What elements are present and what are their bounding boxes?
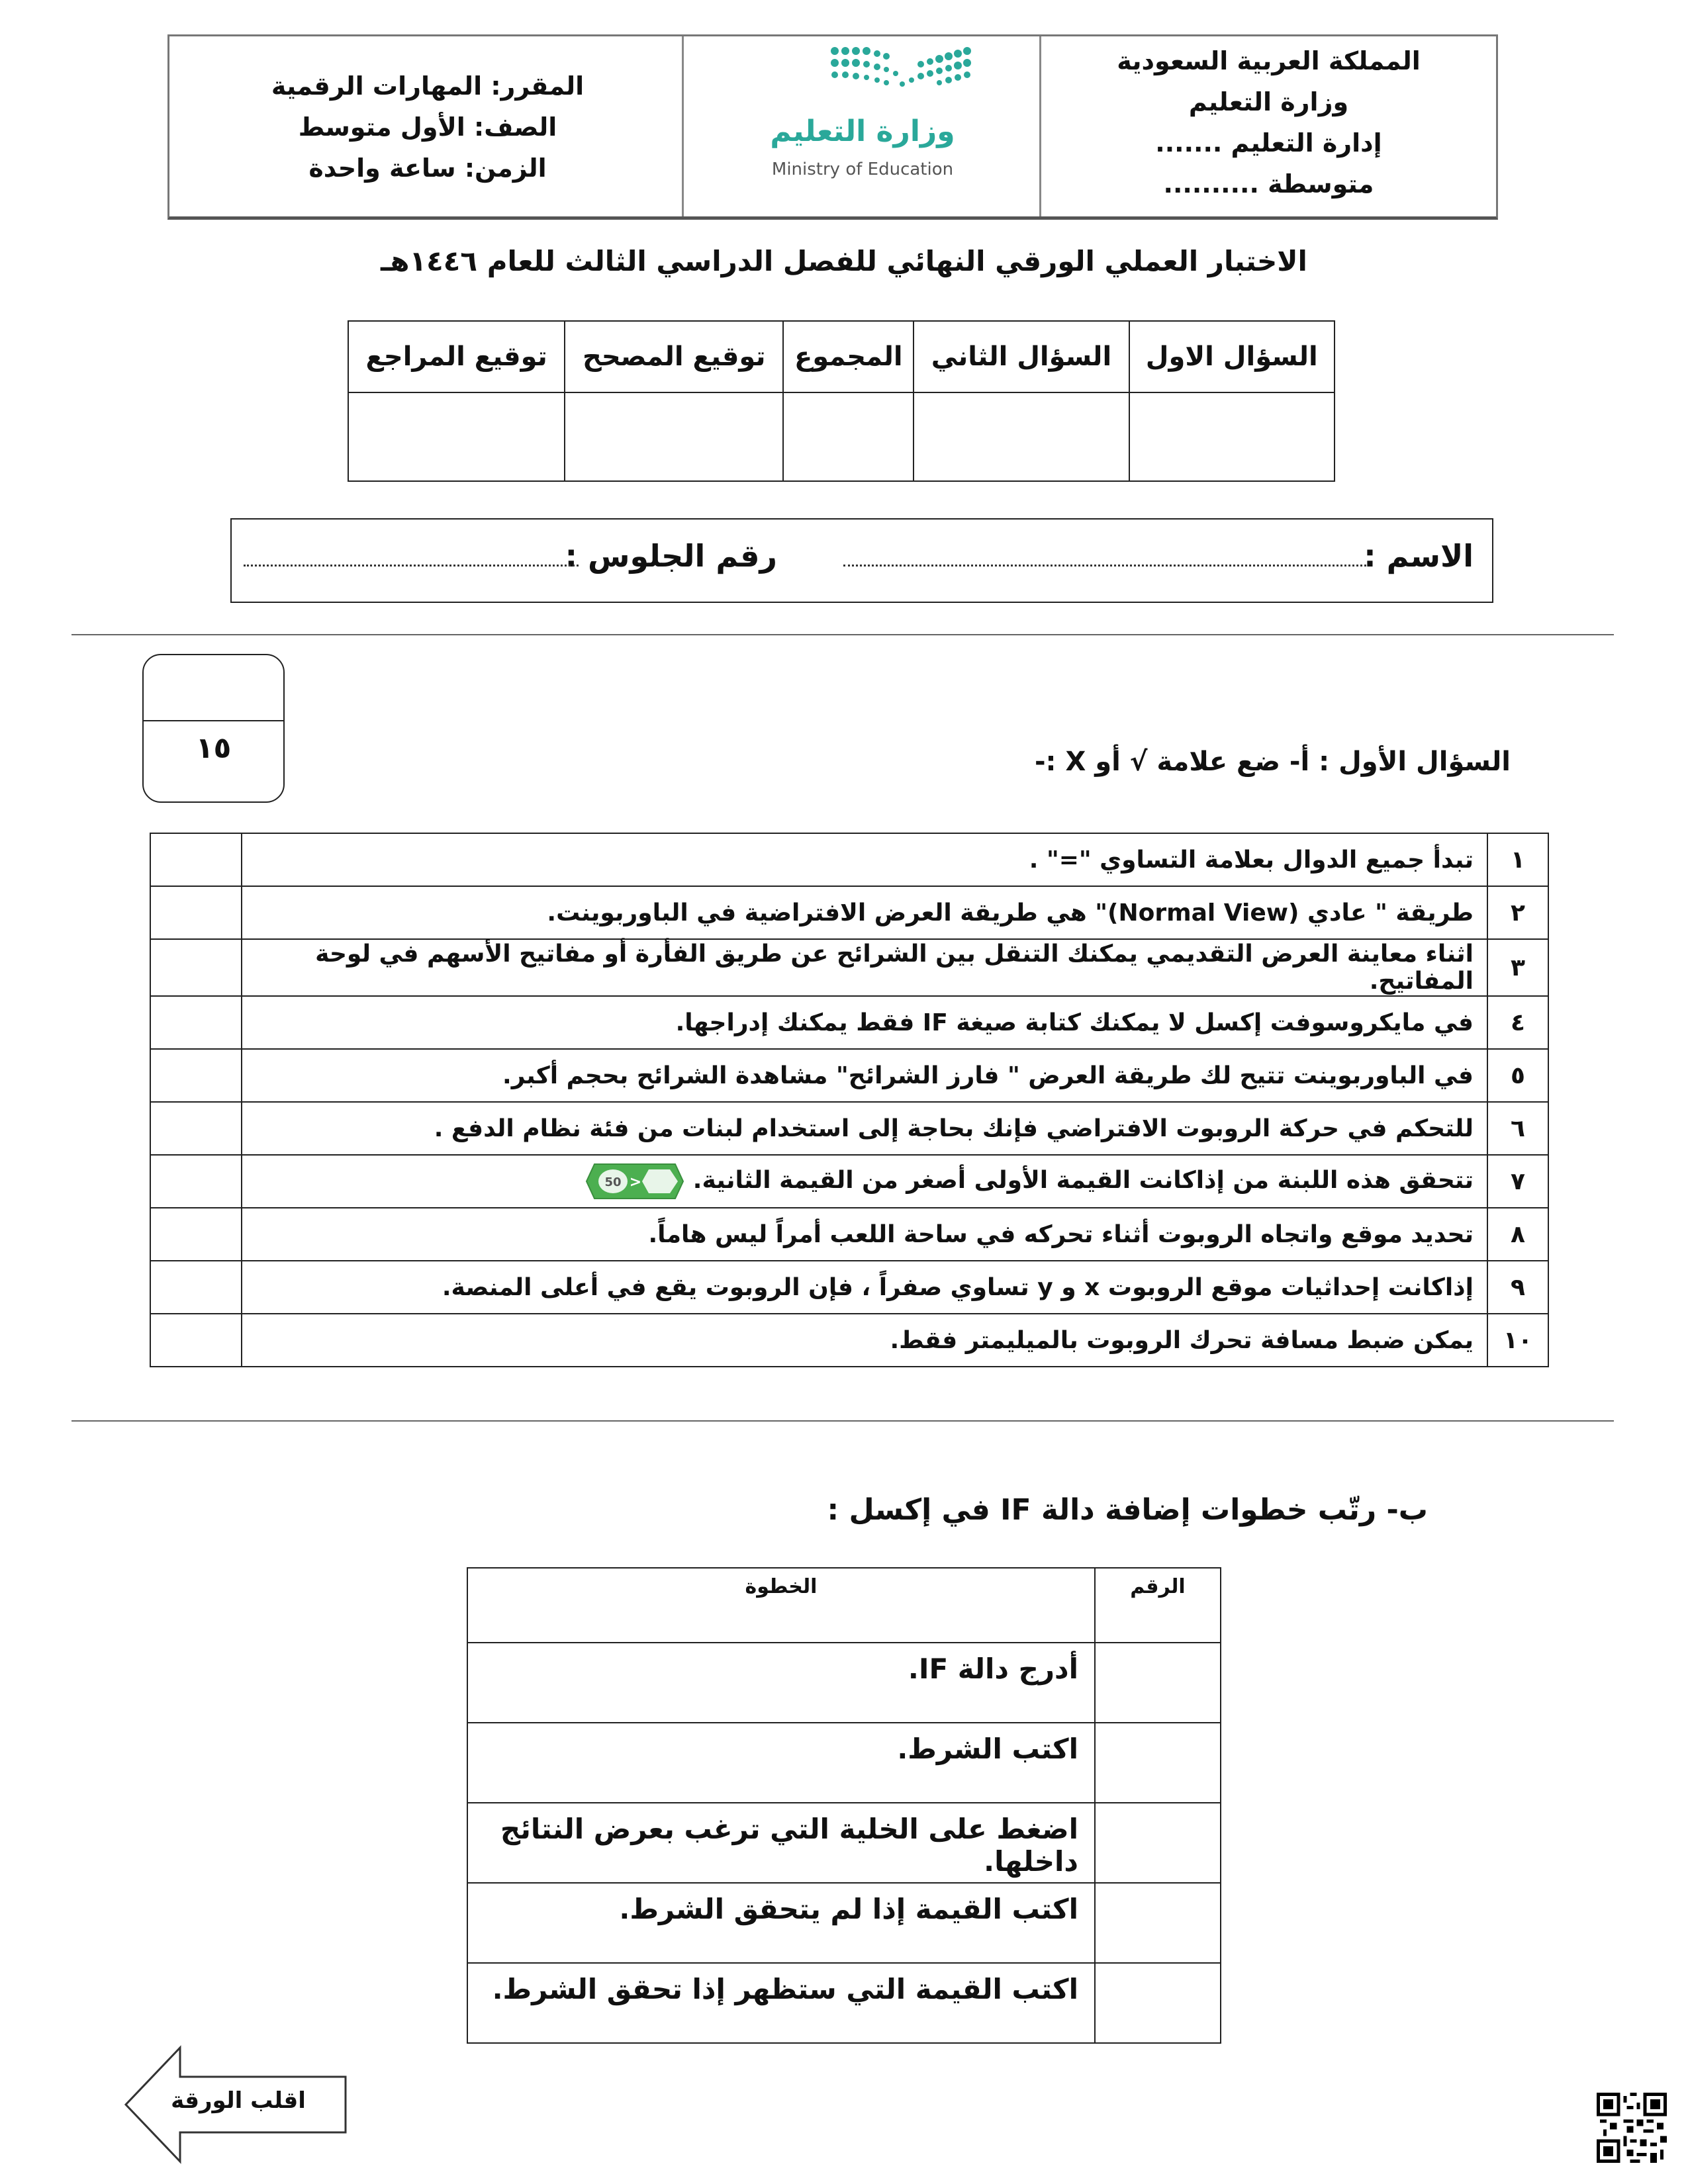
answer-cell[interactable] bbox=[150, 1102, 242, 1155]
item-number: ٨ bbox=[1487, 1208, 1548, 1261]
item-number: ١٠ bbox=[1487, 1314, 1548, 1367]
score-header: السؤال الثاني bbox=[914, 321, 1129, 392]
table-row bbox=[467, 1883, 1221, 1963]
table-row bbox=[150, 1314, 1548, 1367]
header-ministry-block bbox=[1039, 36, 1496, 216]
score-cell[interactable] bbox=[348, 392, 565, 481]
item-number: ٧ bbox=[1487, 1155, 1548, 1208]
table-row bbox=[467, 1963, 1221, 2043]
answer-cell[interactable] bbox=[150, 1261, 242, 1314]
item-number: ١ bbox=[1487, 833, 1548, 886]
answer-cell[interactable] bbox=[150, 833, 242, 886]
item-number: ٦ bbox=[1487, 1102, 1548, 1155]
item-number: ٤ bbox=[1487, 996, 1548, 1049]
item-text: تحديد موقع واتجاه الروبوت أثناء تحركه في ساحة اللعب أمراً ليس هاماً. bbox=[242, 1208, 1487, 1261]
header-box bbox=[167, 34, 1498, 220]
divider bbox=[71, 634, 1614, 635]
item-text: تتحقق هذه اللبنة من إذاكانت القيمة الأولى أصغر من القيمة الثانية. bbox=[692, 1167, 1474, 1194]
ministry-logo bbox=[682, 36, 1039, 216]
name-field[interactable] bbox=[843, 565, 1366, 567]
steps-table bbox=[467, 1567, 1221, 2044]
item-number: ٣ bbox=[1487, 939, 1548, 996]
answer-cell[interactable] bbox=[150, 1314, 242, 1367]
score-cell[interactable] bbox=[783, 392, 914, 481]
question1-score-box bbox=[142, 654, 285, 803]
table-row bbox=[150, 1155, 1548, 1208]
comparison-block-icon bbox=[585, 1161, 684, 1201]
item-text: اثناء معاينة العرض التقديمي يمكنك التنقل بين الشرائح عن طريق الفأرة أو مفاتيح الأسهم في لوحة المفاتيح. bbox=[242, 939, 1487, 996]
column-header-number: الرقم bbox=[1095, 1568, 1221, 1643]
column-header-step: الخطوة bbox=[467, 1568, 1095, 1643]
table-row bbox=[150, 1049, 1548, 1102]
table-row bbox=[467, 1643, 1221, 1723]
answer-cell[interactable] bbox=[150, 1049, 242, 1102]
score-cell[interactable] bbox=[914, 392, 1129, 481]
step-order-cell[interactable] bbox=[1095, 1803, 1221, 1883]
step-text: اكتب الشرط. bbox=[467, 1723, 1095, 1803]
step-order-cell[interactable] bbox=[1095, 1883, 1221, 1963]
answer-cell[interactable] bbox=[150, 996, 242, 1049]
item-text: في الباوربوينت تتيح لك طريقة العرض " فارز الشرائح" مشاهدة الشرائح بحجم أكبر. bbox=[242, 1049, 1487, 1102]
block-value: 50 bbox=[604, 1175, 622, 1189]
header-line: إدارة التعليم ....... bbox=[1155, 128, 1382, 158]
header-line: المملكة العربية السعودية bbox=[1117, 46, 1421, 75]
answer-cell[interactable] bbox=[150, 886, 242, 939]
header-line: متوسطة .......... bbox=[1163, 169, 1374, 199]
score-cell[interactable] bbox=[565, 392, 783, 481]
score-cell[interactable] bbox=[1129, 392, 1335, 481]
step-text: اكتب القيمة التي ستظهر إذا تحقق الشرط. bbox=[467, 1963, 1095, 2043]
step-text: اضغط على الخلية التي ترغب بعرض النتائج داخلها. bbox=[467, 1803, 1095, 1883]
true-false-table bbox=[150, 833, 1549, 1367]
table-row bbox=[150, 1208, 1548, 1261]
score-header: المجموع bbox=[783, 321, 914, 392]
grade-line: الصف: الأول متوسط bbox=[298, 113, 557, 142]
score-header: السؤال الاول bbox=[1129, 321, 1335, 392]
table-row bbox=[467, 1723, 1221, 1803]
exam-title: الاختبار العملي الورقي النهائي للفصل الدراسي الثالث للعام ١٤٤٦هـ bbox=[381, 245, 1307, 277]
step-order-cell[interactable] bbox=[1095, 1963, 1221, 2043]
name-label: الاسم : bbox=[1364, 538, 1474, 574]
score-header: توقيع المصحح bbox=[565, 321, 783, 392]
step-order-cell[interactable] bbox=[1095, 1723, 1221, 1803]
question1-heading: السؤال الأول : أ- ضع علامة √ أو X :- bbox=[1034, 747, 1511, 777]
question1-score: ١٥ bbox=[195, 731, 232, 765]
table-row bbox=[150, 939, 1548, 996]
table-row bbox=[150, 886, 1548, 939]
course-line: المقرر: المهارات الرقمية bbox=[271, 71, 585, 101]
item-text: إذاكانت إحداثيات موقع الروبوت x و y تساوي صفراً ، فإن الروبوت يقع في أعلى المنصة. bbox=[242, 1261, 1487, 1314]
question-b-heading: ب- رتّب خطوات إضافة دالة IF في إكسل : bbox=[827, 1493, 1428, 1527]
block-operator: < bbox=[630, 1174, 642, 1191]
student-info-box bbox=[230, 518, 1493, 603]
table-row bbox=[150, 833, 1548, 886]
step-text: اكتب القيمة إذا لم يتحقق الشرط. bbox=[467, 1883, 1095, 1963]
step-text: أدرج دالة IF. bbox=[467, 1643, 1095, 1723]
table-row bbox=[150, 996, 1548, 1049]
answer-cell[interactable] bbox=[150, 1155, 242, 1208]
logo-english-text: Ministry of Education bbox=[771, 159, 954, 179]
turn-page-label: اقلب الورقة bbox=[171, 2087, 306, 2114]
score-header: توقيع المراجع bbox=[348, 321, 565, 392]
header-course-block bbox=[169, 36, 686, 216]
qr-code-icon bbox=[1597, 2093, 1667, 2163]
item-number: ٢ bbox=[1487, 886, 1548, 939]
seat-number-label: رقم الجلوس : bbox=[565, 538, 777, 574]
item-text: للتحكم في حركة الروبوت الافتراضي فإنك بحاجة إلى استخدام لبنات من فئة نظام الدفع . bbox=[242, 1102, 1487, 1155]
table-row bbox=[467, 1803, 1221, 1883]
step-order-cell[interactable] bbox=[1095, 1643, 1221, 1723]
score-table bbox=[348, 320, 1335, 482]
time-line: الزمن: ساعة واحدة bbox=[308, 154, 547, 183]
table-row bbox=[150, 1261, 1548, 1314]
answer-cell[interactable] bbox=[150, 939, 242, 996]
item-text: يمكن ضبط مسافة تحرك الروبوت بالميليمتر فقط. bbox=[242, 1314, 1487, 1367]
item-number: ٩ bbox=[1487, 1261, 1548, 1314]
item-text: في مايكروسوفت إكسل لا يمكنك كتابة صيغة IF فقط يمكنك إدراجها. bbox=[242, 996, 1487, 1049]
logo-arabic-text: وزارة التعليم bbox=[770, 114, 955, 148]
item-text: طريقة " عادي (Normal View)" هي طريقة العرض الافتراضية في الباوربوينت. bbox=[242, 886, 1487, 939]
divider bbox=[71, 1420, 1614, 1422]
answer-cell[interactable] bbox=[150, 1208, 242, 1261]
item-number: ٥ bbox=[1487, 1049, 1548, 1102]
table-row bbox=[150, 1102, 1548, 1155]
header-line: وزارة التعليم bbox=[1188, 87, 1349, 116]
seat-number-field[interactable] bbox=[244, 565, 579, 567]
item-text: تبدأ جميع الدوال بعلامة التساوي "=" . bbox=[242, 833, 1487, 886]
